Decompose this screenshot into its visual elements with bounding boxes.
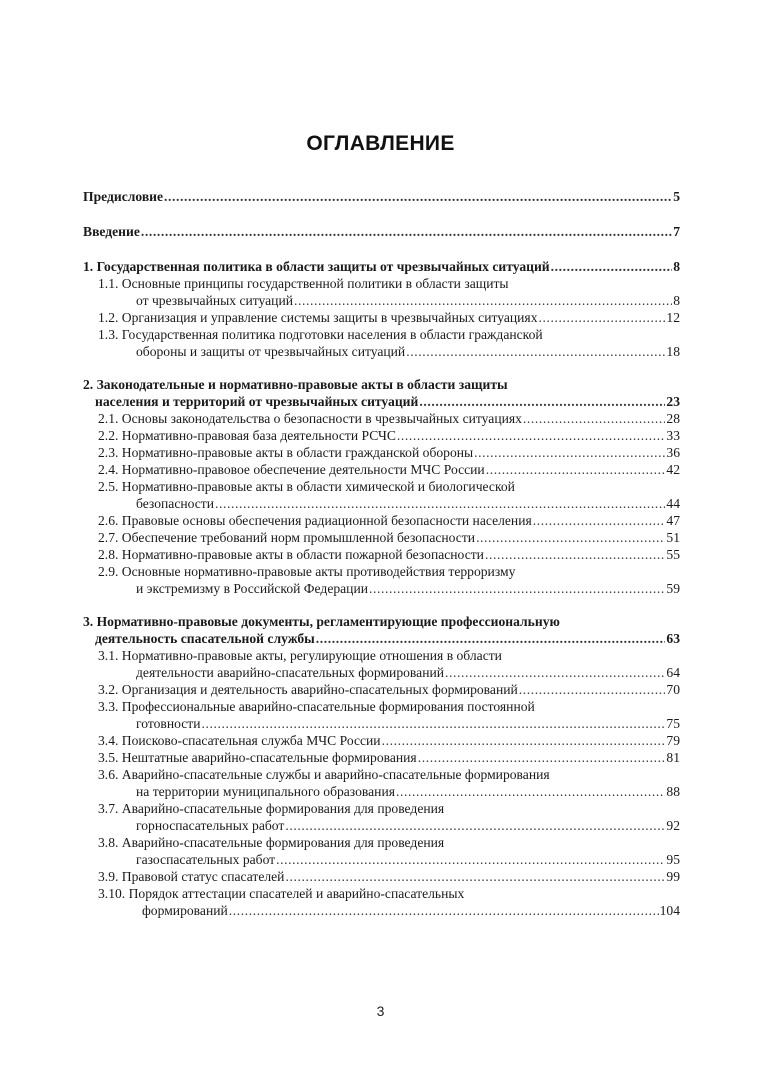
toc-page-number: 33 [666, 428, 680, 443]
leader-dots [551, 258, 673, 275]
toc-entry-label: 2.3. Нормативно-правовые акты в области гражданской обороны [98, 445, 474, 460]
toc-entry-label: 2.5. Нормативно-правовые акты в области химической и биологической [98, 479, 515, 494]
toc-entry-label: и экстремизму в Российской Федерации [136, 581, 369, 596]
toc-chapter-2-cont[interactable] [83, 393, 680, 410]
leader-dots [215, 495, 665, 512]
toc-entry-label: горноспасательных работ [136, 818, 285, 833]
table-of-contents [83, 188, 680, 919]
leader-dots [533, 512, 666, 529]
toc-entry-label: 3.9. Правовой статус спасателей [98, 869, 285, 884]
toc-entry-1-1[interactable] [83, 275, 680, 292]
toc-entry-2-4[interactable] [83, 461, 680, 478]
leader-dots [164, 188, 672, 205]
toc-entry-label: 1.3. Государственная политика подготовки населения в области гражданской [98, 327, 543, 342]
leader-dots [369, 580, 665, 597]
toc-entry-3-1-cont[interactable] [83, 664, 680, 681]
toc-entry-2-9[interactable] [83, 563, 680, 580]
leader-dots [202, 715, 666, 732]
toc-entry-1-2[interactable] [83, 309, 680, 326]
toc-chapter-3-cont[interactable] [83, 630, 680, 647]
toc-page-number: 8 [673, 293, 680, 308]
toc-page-number: 7 [673, 224, 680, 239]
toc-entry-label: обороны и защиты от чрезвычайных ситуаций [136, 344, 406, 359]
leader-dots [285, 868, 665, 885]
toc-page-number: 81 [666, 750, 680, 765]
leader-dots [523, 410, 665, 427]
toc-entry-label: 2.7. Обеспечение требований норм промышленной безопасности [98, 530, 476, 545]
toc-entry-3-10-cont[interactable] [83, 902, 680, 919]
toc-entry-label: деятельность спасательной службы [95, 631, 315, 646]
leader-dots [316, 630, 666, 647]
toc-entry-3-3-cont[interactable] [83, 715, 680, 732]
toc-entry-1-3[interactable] [83, 326, 680, 343]
toc-entry-3-4[interactable] [83, 732, 680, 749]
toc-entry-1-1-cont[interactable] [83, 292, 680, 309]
toc-page-number: 64 [666, 665, 680, 680]
toc-entry-3-10[interactable] [83, 885, 680, 902]
toc-entry-label: 3. Нормативно-правовые документы, регламентирующие профессиональную [83, 614, 560, 629]
toc-entry-2-9-cont[interactable] [83, 580, 680, 597]
toc-entry-label: 2.9. Основные нормативно-правовые акты противодействия терроризму [98, 564, 516, 579]
leader-dots [474, 444, 665, 461]
toc-entry-label: газоспасательных работ [136, 852, 276, 867]
leader-dots [397, 427, 666, 444]
toc-entry-label: 2.2. Нормативно-правовая база деятельности РСЧС [98, 428, 396, 443]
leader-dots [485, 546, 665, 563]
toc-entry-3-3[interactable] [83, 698, 680, 715]
toc-entry-label: 3.7. Аварийно-спасательные формирования для проведения [98, 801, 445, 816]
leader-dots [418, 749, 666, 766]
leader-dots [476, 529, 665, 546]
toc-entry-label: 3.10. Порядок аттестации спасателей и аварийно-спасательных [98, 886, 465, 901]
toc-chapter-2[interactable] [83, 376, 680, 393]
toc-page-number: 42 [666, 462, 680, 477]
toc-entry-label: 3.1. Нормативно-правовые акты, регулирующие отношения в области [98, 648, 502, 663]
toc-page-number: 18 [666, 344, 680, 359]
leader-dots [276, 851, 665, 868]
toc-entry-label: 2.6. Правовые основы обеспечения радиационной безопасности населения [98, 513, 532, 528]
toc-entry-label: 3.4. Поисково-спасательная служба МЧС России [98, 733, 381, 748]
toc-entry-3-8[interactable] [83, 834, 680, 851]
leader-dots [229, 902, 659, 919]
toc-entry-label: Введение [83, 224, 140, 239]
toc-entry-2-1[interactable] [83, 410, 680, 427]
toc-page-number: 51 [666, 530, 680, 545]
toc-entry-2-8[interactable] [83, 546, 680, 563]
toc-page-number: 44 [666, 496, 680, 511]
toc-page-number: 5 [673, 189, 680, 204]
leader-dots [396, 783, 665, 800]
toc-entry-label: 3.3. Профессиональные аварийно-спасательные формирования постоянной [98, 699, 535, 714]
toc-page-number: 70 [666, 682, 680, 697]
toc-entry-2-3[interactable] [83, 444, 680, 461]
toc-entry-3-6-cont[interactable] [83, 783, 680, 800]
leader-dots [486, 461, 666, 478]
toc-entry-preface[interactable] [83, 188, 680, 205]
toc-page-number: 23 [666, 394, 680, 409]
toc-entry-label: 2.8. Нормативно-правовые акты в области пожарной безопасности [98, 547, 484, 562]
toc-entry-label: 1.2. Организация и управление системы защиты в чрезвычайных ситуациях [98, 310, 538, 325]
toc-entry-label: готовности [136, 716, 201, 731]
leader-dots [294, 292, 672, 309]
toc-entry-label: деятельности аварийно-спасательных формирований [136, 665, 445, 680]
leader-dots [285, 817, 665, 834]
toc-page-number: 88 [666, 784, 680, 799]
leader-dots [539, 309, 666, 326]
toc-page-number: 47 [666, 513, 680, 528]
toc-entry-label: 3.2. Организация и деятельность аварийно-спасательных формирований [98, 682, 518, 697]
toc-page-number: 95 [666, 852, 680, 867]
toc-entry-2-7[interactable] [83, 529, 680, 546]
toc-page-number: 12 [666, 310, 680, 325]
toc-entry-2-6[interactable] [83, 512, 680, 529]
toc-chapter-1[interactable] [83, 258, 680, 275]
toc-entry-2-5-cont[interactable] [83, 495, 680, 512]
toc-entry-2-5[interactable] [83, 478, 680, 495]
leader-dots [445, 664, 665, 681]
toc-entry-intro[interactable] [83, 223, 680, 240]
toc-entry-label: 2.4. Нормативно-правовое обеспечение деятельности МЧС России [98, 462, 485, 477]
toc-entry-3-9[interactable] [83, 868, 680, 885]
toc-entry-label: 2. Законодательные и нормативно-правовые акты в области защиты [83, 377, 508, 392]
leader-dots [419, 393, 665, 410]
toc-entry-label: безопасности [136, 496, 215, 511]
toc-entry-3-2[interactable] [83, 681, 680, 698]
page-number: 3 [376, 1003, 385, 1019]
toc-entry-label: 1. Государственная политика в области защиты от чрезвычайных ситуаций [83, 259, 550, 274]
toc-page-number: 79 [666, 733, 680, 748]
toc-chapter-3[interactable] [83, 613, 680, 630]
toc-entry-label: 3.8. Аварийно-спасательные формирования для проведения [98, 835, 445, 850]
toc-entry-label: Предисловие [83, 189, 164, 204]
toc-entry-3-1[interactable] [83, 647, 680, 664]
toc-page-number: 99 [666, 869, 680, 884]
leader-dots [519, 681, 666, 698]
toc-page-number: 92 [666, 818, 680, 833]
toc-entry-label: на территории муниципального образования [136, 784, 395, 799]
toc-page-number: 59 [666, 581, 680, 596]
toc-entry-3-7[interactable] [83, 800, 680, 817]
toc-entry-2-2[interactable] [83, 427, 680, 444]
toc-entry-3-6[interactable] [83, 766, 680, 783]
leader-dots [382, 732, 666, 749]
toc-entry-3-7-cont[interactable] [83, 817, 680, 834]
toc-page-number: 104 [659, 903, 680, 918]
toc-entry-label: 3.5. Нештатные аварийно-спасательные формирования [98, 750, 417, 765]
toc-entry-label: 3.6. Аварийно-спасательные службы и аварийно-спасательные формирования [98, 767, 550, 782]
leader-dots [406, 343, 665, 360]
toc-page-number: 63 [666, 631, 680, 646]
page-title: ОГЛАВЛЕНИЕ [306, 132, 455, 155]
toc-entry-label: формирований [142, 903, 228, 918]
toc-page-number: 75 [666, 716, 680, 731]
toc-page-number: 55 [666, 547, 680, 562]
leader-dots [141, 223, 672, 240]
toc-page-number: 36 [666, 445, 680, 460]
toc-entry-label: населения и территорий от чрезвычайных ситуаций [95, 394, 419, 409]
toc-entry-3-8-cont[interactable] [83, 851, 680, 868]
toc-entry-3-5[interactable] [83, 749, 680, 766]
toc-entry-1-3-cont[interactable] [83, 343, 680, 360]
toc-entry-label: 1.1. Основные принципы государственной политики в области защиты [98, 276, 509, 291]
toc-entry-label: 2.1. Основы законодательства о безопасности в чрезвычайных ситуациях [98, 411, 522, 426]
toc-page-number: 28 [666, 411, 680, 426]
toc-entry-label: от чрезвычайных ситуаций [136, 293, 294, 308]
toc-page-number: 8 [673, 259, 680, 274]
